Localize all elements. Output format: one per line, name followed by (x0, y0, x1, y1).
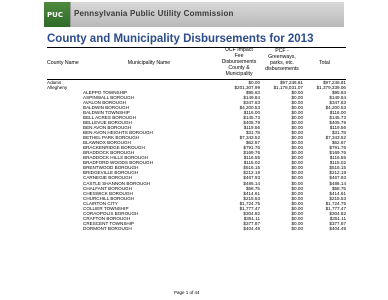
pcf-header-line: parks, etc. (270, 60, 294, 66)
ucf-amount-cell: $169.76 (243, 150, 260, 156)
total-amount-cell: $4,200.53 (325, 104, 346, 110)
county-column-header (47, 47, 81, 79)
pcf-amount-cell: $0.00 (291, 220, 303, 226)
pcf-amount-cell: $0.00 (291, 89, 303, 95)
ucf-amount-cell: $1,777.47 (239, 205, 260, 211)
municipality-name-cell: BELLEVUE BOROUGH (83, 119, 132, 125)
ucf-amount-cell: $404.49 (243, 225, 260, 231)
pcf-amount-cell: $0.00 (291, 155, 303, 161)
ucf-amount-cell: $145.73 (243, 114, 260, 120)
total-header-label: Total (319, 60, 330, 66)
pcf-header-line: Greenways, (268, 54, 296, 60)
total-amount-cell: $116.55 (329, 155, 346, 161)
ucf-amount-cell: $347.63 (243, 99, 260, 105)
pcf-amount-cell: $0.00 (291, 210, 303, 216)
pcf-amount-cell: $0.00 (291, 150, 303, 156)
total-amount-cell: $304.82 (329, 210, 346, 216)
municipality-name-cell: BRADDOCK HILLS BOROUGH (83, 155, 149, 161)
county-name-cell: Allegheny (47, 84, 68, 90)
municipality-name-cell: AVALON BOROUGH (83, 99, 126, 105)
municipality-name-cell: BRENTWOOD BOROUGH (83, 165, 139, 171)
ucf-amount-cell: $95.63 (245, 89, 260, 95)
ucf-amount-cell: $215.53 (243, 195, 260, 201)
total-amount-cell: $169.76 (329, 150, 346, 156)
total-amount-cell: $486.14 (329, 180, 346, 186)
municipality-name-cell: BALDWIN TOWNSHIP (83, 109, 130, 115)
total-amount-cell: $215.53 (329, 195, 346, 201)
ucf-amount-cell: $351.11 (243, 215, 260, 221)
ucf-header-line: County & (228, 65, 250, 71)
logo-text: PUC (47, 11, 63, 19)
ucf-amount-cell: $304.82 (243, 210, 260, 216)
pcf-amount-cell: $0.00 (291, 205, 303, 211)
page-number: Page 1 of 44 (174, 290, 200, 295)
ucf-amount-cell: $516.15 (243, 165, 260, 171)
ucf-amount-cell: $62.67 (245, 140, 260, 146)
municipality-name-cell: CARNEGIE BOROUGH (83, 175, 133, 181)
pcf-amount-cell: $1,178,031.07 (273, 84, 303, 90)
ucf-column-header (217, 47, 261, 79)
pcf-amount-cell: $0.00 (291, 130, 303, 135)
municipality-name-cell: CHURCHILL BOROUGH (83, 195, 135, 201)
total-amount-cell: $1,777.47 (325, 205, 346, 211)
pcf-amount-cell: $0.00 (291, 119, 303, 125)
pcf-amount-cell: $0.00 (291, 124, 303, 130)
municipality-name-cell: BALDWIN BOROUGH (83, 104, 129, 110)
pcf-header-line: disbursements (265, 66, 299, 72)
ucf-amount-cell: $467.93 (243, 175, 260, 181)
municipality-name-cell: DORMONT BOROUGH (83, 225, 132, 231)
ucf-amount-cell: $115.02 (243, 160, 260, 166)
municipality-name-cell: CORAOPOLIS BOROUGH (83, 210, 139, 216)
ucf-header-line: UCF Impact (225, 47, 253, 53)
municipality-name-cell: CHALFANT BOROUGH (83, 185, 132, 191)
municipality-name-cell: BLAWNOX BOROUGH (83, 140, 131, 146)
total-amount-cell: $31.78 (331, 130, 346, 135)
municipality-name-cell: CRAFTON BOROUGH (83, 215, 131, 221)
total-amount-cell: $62.67 (331, 140, 346, 146)
puc-logo (44, 2, 71, 27)
municipality-name-cell: BELL ACRES BOROUGH (83, 114, 136, 120)
pcf-amount-cell: $0.00 (291, 140, 303, 146)
ucf-amount-cell: $116.55 (243, 155, 260, 161)
total-amount-cell: $791.76 (329, 145, 346, 151)
document-title: County and Municipality Disbursements for 2013 (47, 33, 314, 45)
municipality-name-cell: BEN AVON BOROUGH (83, 124, 132, 130)
pcf-amount-cell: $0.00 (291, 200, 303, 206)
total-amount-cell: $7,343.52 (325, 135, 346, 141)
ucf-amount-cell: $116.00 (243, 109, 260, 115)
ucf-amount-cell: $58.75 (245, 185, 260, 191)
total-amount-cell: $1,724.75 (325, 200, 346, 206)
ucf-header-line: Municipality (225, 71, 253, 77)
total-amount-cell: $97,246.81 (323, 79, 346, 85)
municipality-name-cell: BRADDOCK BOROUGH (83, 150, 135, 156)
county-header-label: County Name (47, 60, 79, 66)
pcf-amount-cell: $0.00 (291, 175, 303, 181)
header-banner (44, 2, 344, 27)
municipality-name-cell: CRESCENT TOWNSHIP (83, 220, 135, 226)
municipality-name-cell: BRACKENRIDGE BOROUGH (83, 145, 145, 151)
municipality-name-cell: BETHEL PARK BOROUGH (83, 135, 140, 141)
ucf-amount-cell: $377.87 (243, 220, 260, 226)
ucf-amount-cell: $1,724.75 (239, 200, 260, 206)
pcf-amount-cell: $0.00 (291, 190, 303, 196)
total-amount-cell: $351.11 (329, 215, 346, 221)
municipality-name-cell: CASTLE SHANNON BOROUGH (83, 180, 151, 186)
municipality-name-cell: ALEPPO TOWNSHIP (83, 89, 128, 95)
ucf-amount-cell: $486.14 (243, 180, 260, 186)
total-amount-cell: $95.63 (331, 89, 346, 95)
disbursement-table (47, 47, 346, 245)
total-column-header (303, 47, 346, 79)
pcf-amount-cell: $0.00 (291, 104, 303, 110)
pcf-amount-cell: $0.00 (291, 180, 303, 186)
pcf-header-line: PCF - (275, 48, 289, 54)
municipality-column-header (81, 47, 217, 79)
ucf-amount-cell: $212.19 (243, 170, 260, 176)
ucf-amount-cell: $201,307.99 (234, 84, 260, 90)
total-amount-cell: $404.49 (329, 225, 346, 231)
agency-name: Pennsylvania Public Utility Commission (74, 9, 234, 18)
total-amount-cell: $116.00 (329, 109, 346, 115)
total-amount-cell: $145.73 (329, 114, 346, 120)
pcf-amount-cell: $0.00 (291, 145, 303, 151)
county-name-cell: Adams (47, 79, 62, 85)
municipality-name-cell: BRADFORD WOODS BOROUGH (83, 160, 153, 166)
total-amount-cell: $347.63 (329, 99, 346, 105)
total-amount-cell: $1,379,339.06 (316, 84, 346, 90)
pcf-amount-cell: $0.00 (291, 114, 303, 120)
municipality-name-cell: BRIDGEVILLE BOROUGH (83, 170, 139, 176)
ucf-amount-cell: $31.78 (245, 130, 260, 135)
municipality-header-label: Municipality Name (127, 60, 171, 66)
total-amount-cell: $115.02 (329, 160, 346, 166)
pcf-amount-cell: $0.00 (291, 135, 303, 141)
ucf-amount-cell: $405.79 (243, 119, 260, 125)
pcf-amount-cell: $97,246.81 (280, 79, 303, 85)
pcf-amount-cell: $0.00 (291, 195, 303, 201)
ucf-amount-cell: $4,200.53 (239, 104, 260, 110)
total-amount-cell: $516.15 (329, 165, 346, 171)
total-amount-cell: $405.79 (329, 119, 346, 125)
municipality-name-cell: COLLIER TOWNSHIP (83, 205, 129, 211)
pcf-amount-cell: $0.00 (291, 165, 303, 171)
pcf-amount-cell: $0.00 (291, 94, 303, 100)
ucf-amount-cell: $791.76 (243, 145, 260, 151)
total-amount-cell: $212.19 (329, 170, 346, 176)
pcf-amount-cell: $0.00 (291, 215, 303, 221)
pcf-column-header (261, 47, 303, 79)
header-top-rule (47, 47, 346, 48)
pcf-amount-cell: $0.00 (291, 160, 303, 166)
pcf-amount-cell: $0.00 (291, 99, 303, 105)
municipality-name-cell: CHESWICK BOROUGH (83, 190, 133, 196)
total-amount-cell: $377.87 (329, 220, 346, 226)
ucf-amount-cell: $149.84 (243, 94, 260, 100)
total-amount-cell: $414.61 (329, 190, 346, 196)
municipality-name-cell: BEN AVON HEIGHTS BOROUGH (83, 130, 153, 135)
total-amount-cell: $119.56 (329, 124, 346, 130)
ucf-amount-cell: $119.56 (243, 124, 260, 130)
municipality-name-cell: ASPINWALL BOROUGH (83, 94, 134, 100)
pcf-amount-cell: $0.00 (291, 170, 303, 176)
ucf-amount-cell: $414.61 (243, 190, 260, 196)
ucf-amount-cell: $0.00 (248, 79, 260, 85)
total-amount-cell: $58.75 (331, 185, 346, 191)
municipality-name-cell: CLAIRTON CITY (83, 200, 118, 206)
ucf-header-line: Fee (234, 53, 244, 59)
total-amount-cell: $149.84 (329, 94, 346, 100)
ucf-amount-cell: $7,343.52 (239, 135, 260, 141)
total-amount-cell: $467.93 (329, 175, 346, 181)
pcf-amount-cell: $0.00 (291, 225, 303, 231)
pcf-amount-cell: $0.00 (291, 109, 303, 115)
pcf-amount-cell: $0.00 (291, 185, 303, 191)
ucf-header-line: Disbursements (221, 59, 257, 65)
